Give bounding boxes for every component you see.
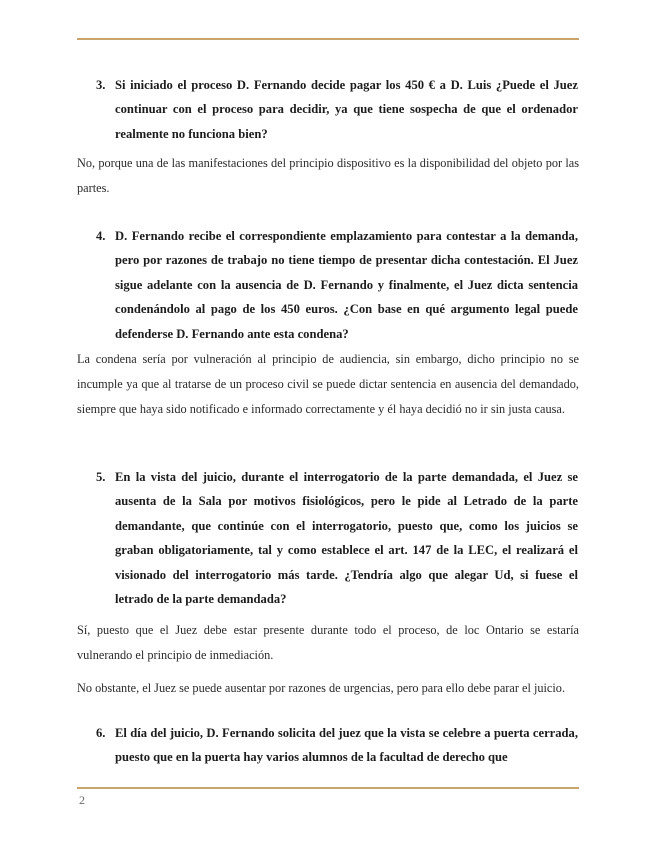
question-6-number: 6. [96, 726, 106, 740]
question-6-text: El día del juicio, D. Fernando solicita del juez que la vista se celebre a puerta cerrada, puesto que en la puerta hay varios alumnos de la facultad de derecho que [115, 726, 578, 765]
question-4-text: D. Fernando recibe el correspondiente emplazamiento para contestar a la demanda, pero por razones de trabajo no tiene tiempo de presentar dicha contestación. El Juez sigue adelante con la ausencia de D. Fernando y finalmente, el Juez dicta sentencia condenándolo al pago de los 450 euros. ¿Con base en qué argumento legal puede defenderse D. Fernando ante esta condena? [115, 229, 578, 341]
page-number: 2 [79, 793, 85, 807]
question-5-text: En la vista del juicio, durante el interrogatorio de la parte demandada, el Juez se ausenta de la Sala por motivos fisiológicos, pero le pide al Letrado de la parte demandante, que continúe con el interrogatorio, puesto que, como los juicios se graban obligatoriamente, tal y como establece el art. 147 de la LEC, el realizará el visionado del interrogatorio más tarde. ¿Tendría algo que alegar Ud, si fuese el letrado de la parte demandada? [115, 470, 578, 607]
question-3-number: 3. [96, 78, 106, 92]
footer-rule [77, 787, 579, 789]
answer-5a: Sí, puesto que el Juez debe estar presente durante todo el proceso, de loc Ontario se estaría vulnerando el principio de inmediación. [77, 623, 579, 662]
header-rule [77, 38, 579, 40]
answer-3: No, porque una de las manifestaciones del principio dispositivo es la disponibilidad del objeto por las partes. [77, 156, 579, 195]
question-4-number: 4. [96, 229, 106, 243]
question-5-number: 5. [96, 470, 106, 484]
answer-5b: No obstante, el Juez se puede ausentar por razones de urgencias, pero para ello debe parar el juicio. [77, 681, 566, 695]
answer-4: La condena sería por vulneración al principio de audiencia, sin embargo, dicho principio no se incumple ya que al tratarse de un proceso civil se puede dictar sentencia en ausencia del demandado, siempre que haya sido notificado e informado correctamente y él haya decidió no ir sin justa causa. [77, 352, 579, 416]
question-3-text: Si iniciado el proceso D. Fernando decide pagar los 450 € a D. Luis ¿Puede el Juez continuar con el proceso para decidir, ya que tiene sospecha de que el ordenador realmente no funciona bien? [115, 78, 578, 141]
